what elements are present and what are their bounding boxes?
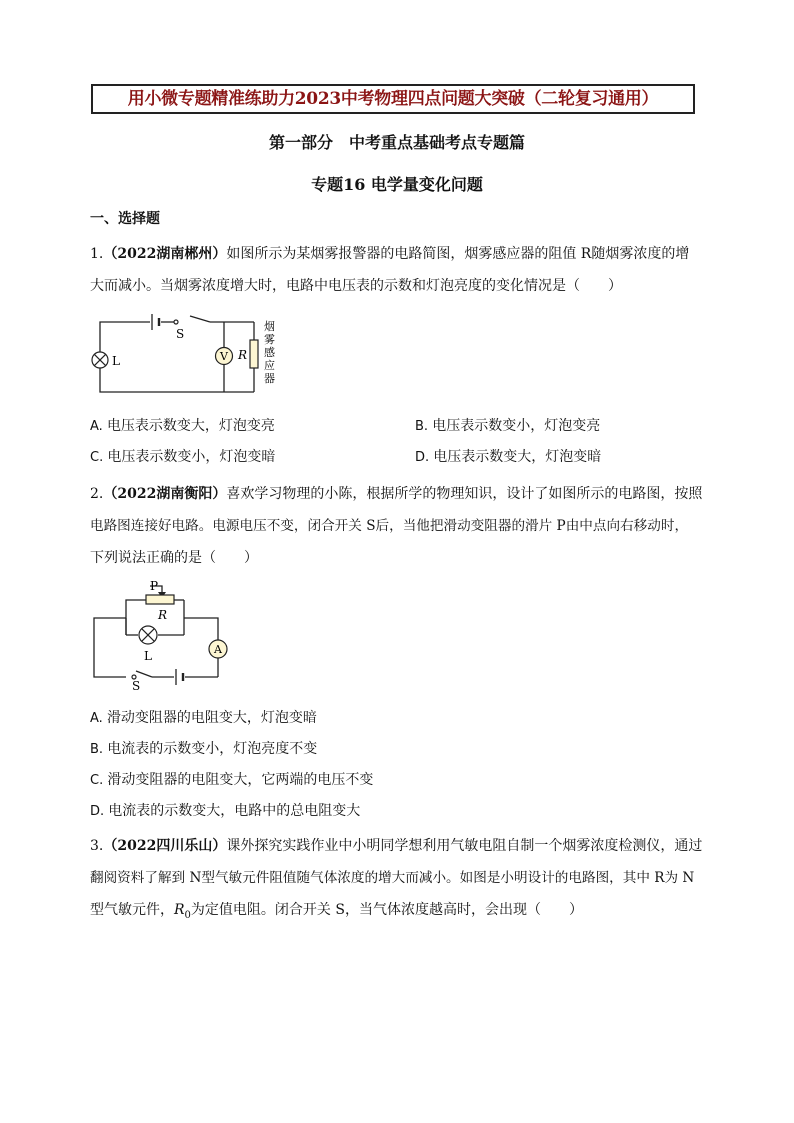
question-3-line-1: 3.（2022四川乐山）课外探究实践作业中小明同学想利用气敏电阻自制一个烟雾浓度检测仪，通过	[90, 838, 703, 854]
question-3-source: （2022四川乐山）	[103, 838, 227, 854]
svg-text:器: 器	[264, 372, 275, 385]
resistor-label: R	[238, 348, 248, 362]
svg-text:应: 应	[264, 359, 275, 372]
question-3	[90, 830, 720, 932]
question-1-line-2: 大而减小。当烟雾浓度增大时，电路中电压表的示数和灯泡亮度的变化情况是（ ）	[90, 278, 622, 294]
rheostat-icon	[146, 595, 174, 604]
option-1d[interactable]: D. 电压表示数变大，灯泡变暗	[415, 449, 602, 465]
svg-text:烟: 烟	[264, 320, 275, 333]
part-title: 第一部分 中考重点基础考点专题篇	[268, 133, 525, 152]
switch-label: S	[176, 327, 185, 341]
ammeter-label: A	[214, 643, 222, 656]
lamp-label: L	[112, 354, 120, 368]
question-2-source: （2022湖南衡阳）	[103, 486, 227, 502]
resistor-icon	[250, 340, 258, 368]
battery-icon	[176, 669, 183, 685]
question-3-line-2: 翻阅资料了解到 N型气敏元件阻值随气体浓度的增大而减小。如图是小明设计的电路图，其中 R为 N	[90, 870, 695, 886]
option-1a[interactable]: A. 电压表示数变大，灯泡变亮	[90, 418, 275, 434]
svg-text:雾: 雾	[264, 333, 275, 346]
section-heading: 一、选择题	[90, 211, 160, 227]
rheostat-label: R	[158, 608, 168, 622]
option-2b[interactable]: B. 电流表的示数变小，灯泡亮度不变	[90, 741, 318, 757]
question-2-line-2: 电路图连接好电路。电源电压不变，闭合开关 S后，当他把滑动变阻器的滑片 P由中点向右移动时，	[90, 518, 689, 534]
option-2a[interactable]: A. 滑动变阻器的电阻变大，灯泡变暗	[90, 710, 317, 726]
question-2-line-1: 2.（2022湖南衡阳）喜欢学习物理的小陈，根据所学的物理知识，设计了如图所示的电路图，按照	[90, 486, 703, 502]
slider-label: P	[150, 579, 159, 593]
question-1	[90, 238, 710, 302]
sensor-label	[264, 319, 275, 385]
question-3-line-3: 型气敏元件，$R_0$为定值电阻。闭合开关 S，当气体浓度越高时，会出现（ ）	[90, 902, 583, 921]
circuit-diagram-2	[88, 578, 238, 693]
question-1-line-1: 1.（2022湖南郴州）如图所示为某烟雾报警器的电路简图，烟雾感应器的阻值 R随烟雾浓度的增	[90, 246, 690, 262]
collection-banner: 用小微专题精准练助力2023中考物理四点问题大突破（二轮复习通用）	[91, 84, 695, 114]
option-1b[interactable]: B. 电压表示数变小，灯泡变亮	[415, 418, 601, 434]
switch-label: S	[132, 679, 141, 693]
topic-title: 专题16 电学量变化问题	[311, 175, 483, 194]
r0-symbol: R	[174, 902, 185, 918]
option-2c[interactable]: C. 滑动变阻器的电阻变大，它两端的电压不变	[90, 772, 374, 788]
question-1-source: （2022湖南郴州）	[103, 246, 227, 262]
circuit-diagram-1	[88, 312, 288, 404]
voltmeter-label: V	[220, 350, 228, 363]
option-2d[interactable]: D. 电流表的示数变大，电路中的总电阻变大	[90, 803, 361, 819]
svg-text:感: 感	[264, 346, 275, 359]
lamp-icon	[92, 352, 108, 368]
question-2	[90, 478, 720, 574]
option-1c[interactable]: C. 电压表示数变小，灯泡变暗	[90, 449, 276, 465]
battery-icon	[152, 314, 159, 330]
switch-icon	[174, 320, 178, 324]
lamp-icon	[139, 626, 157, 644]
question-2-line-3: 下列说法正确的是（ ）	[90, 550, 258, 566]
lamp-label: L	[144, 649, 152, 663]
